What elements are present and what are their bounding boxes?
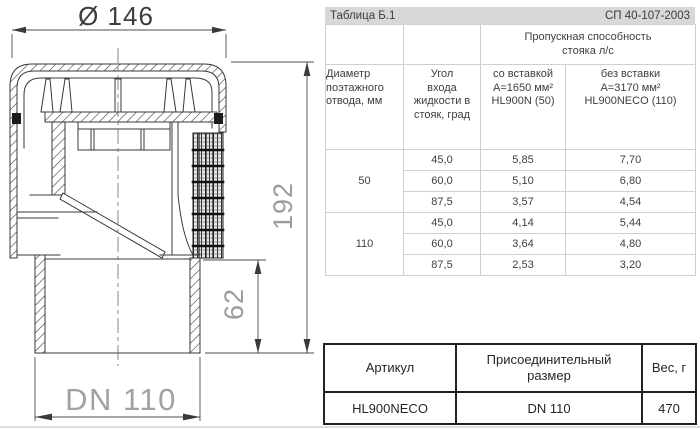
table-caption-bar bbox=[325, 7, 695, 24]
cell-flow-without: 5,44 bbox=[566, 213, 696, 234]
pipe-wall-left bbox=[35, 255, 45, 353]
col-header-without-insert: без вставки А=3170 мм² HL900NECO (110) bbox=[566, 65, 696, 150]
dim-label-height: 192 bbox=[268, 181, 298, 231]
cell-flow-with: 4,14 bbox=[481, 213, 566, 234]
dim-label-diameter: Ø 146 bbox=[78, 1, 154, 31]
cell-diameter-110: 110 bbox=[326, 213, 404, 276]
funnel-wall bbox=[52, 122, 65, 195]
span-header-capacity: Пропускная способность стояка л/с bbox=[481, 25, 696, 65]
diaphragm bbox=[60, 193, 165, 258]
col-header-with-insert: со вставкой А=1650 мм² HL900N (50) bbox=[481, 65, 566, 150]
table-row bbox=[326, 150, 696, 171]
cell-flow-without: 6,80 bbox=[566, 171, 696, 192]
spec-header-weight: Вес, г bbox=[642, 344, 696, 392]
socket-contour bbox=[172, 122, 193, 255]
dim-label-socket: 62 bbox=[219, 287, 249, 321]
spec-cell-size: DN 110 bbox=[456, 392, 642, 424]
table-row bbox=[326, 213, 696, 234]
cell-angle: 45,0 bbox=[404, 150, 481, 171]
cell-angle: 60,0 bbox=[404, 171, 481, 192]
col-header-diameter: Диаметр поэтажного отвода, мм bbox=[326, 65, 404, 150]
valve-drawing bbox=[0, 0, 330, 429]
spec-header-article: Артикул bbox=[324, 344, 456, 392]
cell-flow-with: 5,85 bbox=[481, 150, 566, 171]
cell-flow-with: 5,10 bbox=[481, 171, 566, 192]
capacity-data-table bbox=[325, 24, 696, 276]
table-title: Таблица Б.1 bbox=[330, 9, 396, 22]
dim-label-dn: DN 110 bbox=[65, 382, 177, 417]
gasket-right bbox=[214, 113, 223, 124]
capacity-table bbox=[325, 7, 695, 276]
pipe-wall-right bbox=[190, 258, 200, 353]
spec-cell-article: HL900NECO bbox=[324, 392, 456, 424]
dimension-arrows bbox=[12, 27, 310, 421]
cell-flow-without: 3,20 bbox=[566, 255, 696, 276]
spec-header-row bbox=[324, 344, 696, 392]
table-standard-ref: СП 40-107-2003 bbox=[605, 9, 690, 22]
cell-angle: 87,5 bbox=[404, 192, 481, 213]
spec-data-row bbox=[324, 392, 696, 424]
cell-flow-without: 7,70 bbox=[566, 150, 696, 171]
intake-mesh bbox=[193, 133, 223, 258]
spec-header-size: Присоединительный размер bbox=[456, 344, 642, 392]
cell-flow-without: 4,54 bbox=[566, 192, 696, 213]
spec-table bbox=[323, 343, 697, 425]
membrane-plate bbox=[45, 112, 217, 122]
cell-flow-with: 2,53 bbox=[481, 255, 566, 276]
cell-flow-with: 3,64 bbox=[481, 234, 566, 255]
col-header-angle: Угол входа жидкости в стояк, град bbox=[404, 65, 481, 150]
cell-flow-with: 3,57 bbox=[481, 192, 566, 213]
empty-cell bbox=[404, 25, 481, 65]
cell-angle: 45,0 bbox=[404, 213, 481, 234]
page-bottom-rule bbox=[0, 426, 700, 428]
gasket-left bbox=[12, 113, 21, 124]
valve-chamber bbox=[78, 122, 170, 150]
cell-flow-without: 4,80 bbox=[566, 234, 696, 255]
cell-angle: 60,0 bbox=[404, 234, 481, 255]
spec-cell-weight: 470 bbox=[642, 392, 696, 424]
cell-diameter-50: 50 bbox=[326, 150, 404, 213]
empty-cell bbox=[326, 25, 404, 65]
cell-angle: 87,5 bbox=[404, 255, 481, 276]
